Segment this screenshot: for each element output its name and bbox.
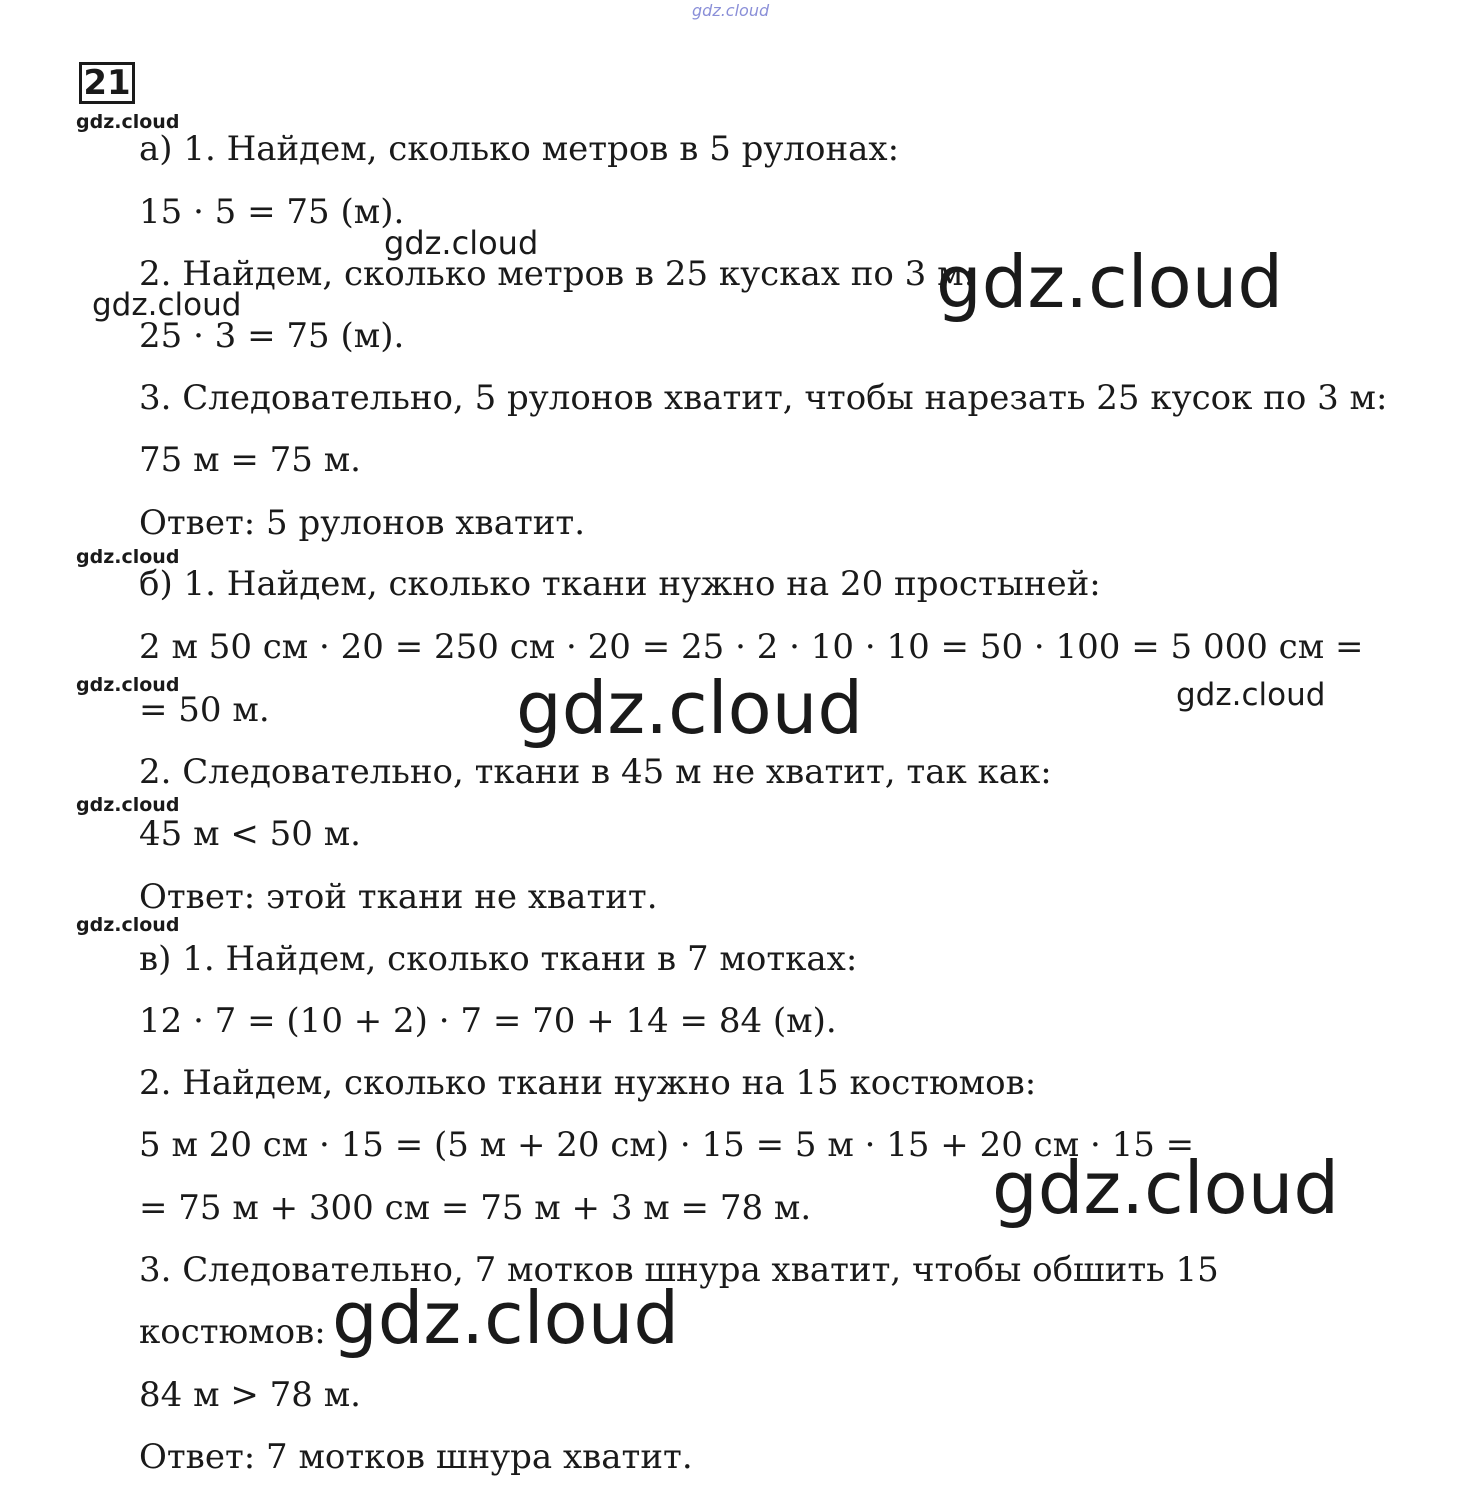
watermark-small: gdz.cloud	[76, 914, 180, 936]
text-line: 12 · 7 = (10 + 2) · 7 = 70 + 14 = 84 (м).	[139, 1001, 837, 1041]
text-line: 5 м 20 см · 15 = (5 м + 20 см) · 15 = 5 м · 15 + 20 см · 15 =	[139, 1125, 1195, 1165]
text-line: 84 м > 78 м.	[139, 1375, 361, 1415]
watermark-large: gdz.cloud	[936, 240, 1284, 324]
watermark-small: gdz.cloud	[76, 794, 180, 816]
watermark-small: gdz.cloud	[76, 546, 180, 568]
text-line: в) 1. Найдем, сколько ткани в 7 мотках:	[139, 939, 858, 979]
text-line: = 50 м.	[139, 690, 270, 730]
text-line: Ответ: 5 рулонов хватит.	[139, 503, 586, 543]
text-line: 3. Следовательно, 5 рулонов хватит, чтобы нарезать 25 кусок по 3 м:	[139, 378, 1388, 418]
watermark-large: gdz.cloud	[992, 1146, 1340, 1230]
watermark-medium: gdz.cloud	[384, 224, 539, 262]
text-line: костюмов:	[139, 1312, 326, 1352]
text-line: 2. Найдем, сколько метров в 25 кусках по 3 м:	[139, 254, 976, 294]
text-line: 2. Найдем, сколько ткани нужно на 15 костюмов:	[139, 1063, 1037, 1103]
watermark-large: gdz.cloud	[332, 1276, 680, 1360]
task-number-box: 21	[79, 62, 135, 104]
watermark-top: gdz.cloud	[692, 1, 770, 20]
watermark-large: gdz.cloud	[516, 666, 864, 750]
text-line: 2 м 50 см · 20 = 250 см · 20 = 25 · 2 · 10 · 10 = 50 · 100 = 5 000 см =	[139, 627, 1364, 667]
text-line: Ответ: этой ткани не хватит.	[139, 877, 658, 917]
text-line: б) 1. Найдем, сколько ткани нужно на 20 простыней:	[139, 564, 1101, 604]
text-line: 15 · 5 = 75 (м).	[139, 192, 405, 232]
text-line: 3. Следовательно, 7 мотков шнура хватит, чтобы обшить 15	[139, 1250, 1219, 1290]
watermark-small: gdz.cloud	[76, 111, 180, 133]
text-line: 45 м < 50 м.	[139, 814, 361, 854]
text-line: Ответ: 7 мотков шнура хватит.	[139, 1437, 693, 1477]
text-line: 75 м = 75 м.	[139, 440, 361, 480]
text-line: = 75 м + 300 см = 75 м + 3 м = 78 м.	[139, 1188, 812, 1228]
text-line: 2. Следовательно, ткани в 45 м не хватит, так как:	[139, 752, 1052, 792]
watermark-small: gdz.cloud	[76, 674, 180, 696]
watermark-medium: gdz.cloud	[1176, 677, 1326, 713]
watermark-medium: gdz.cloud	[92, 287, 242, 323]
text-line: а) 1. Найдем, сколько метров в 5 рулонах:	[139, 129, 900, 169]
text-line: 25 · 3 = 75 (м).	[139, 316, 405, 356]
